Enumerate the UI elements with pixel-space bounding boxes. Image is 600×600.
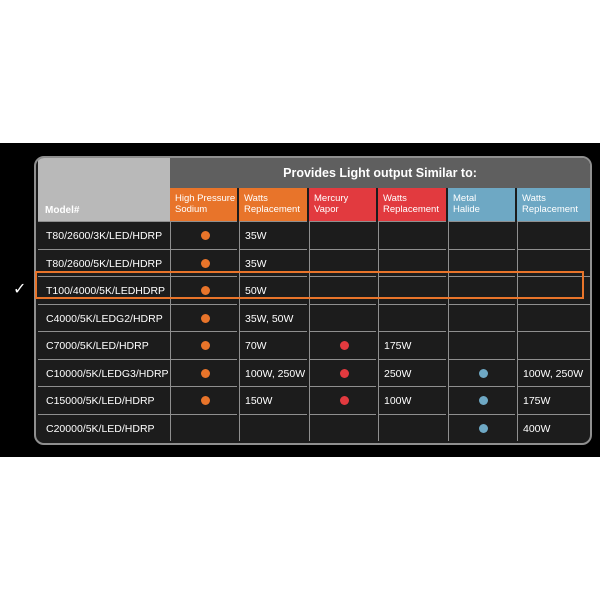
table-cell xyxy=(170,386,237,414)
column-header-line2: Halide xyxy=(453,204,480,215)
column-header-line1: Watts xyxy=(522,193,546,204)
table-cell xyxy=(309,414,376,442)
model-cell: C7000/5K/LED/HDRP xyxy=(38,331,170,359)
indicator-dot-icon xyxy=(479,424,488,433)
table-cell xyxy=(170,359,237,387)
watts-value: 70W xyxy=(245,340,267,352)
table-cell xyxy=(309,221,376,249)
watts-value: 35W xyxy=(245,230,267,242)
table-cell xyxy=(239,386,307,414)
model-cell: C10000/5K/LEDG3/HDRP xyxy=(38,359,170,387)
table-cell xyxy=(378,414,446,442)
indicator-dot-icon xyxy=(340,341,349,350)
column-header-1 xyxy=(239,188,307,221)
column-header-label xyxy=(383,193,439,215)
table-cell xyxy=(309,386,376,414)
column-header-line1: Watts xyxy=(244,193,268,204)
table-cell xyxy=(170,304,237,332)
checkmark-icon: ✓ xyxy=(13,281,27,298)
column-header-line1: Mercury xyxy=(314,193,349,204)
column-header-3 xyxy=(378,188,446,221)
model-cell: T80/2600/3K/LED/HDRP xyxy=(38,221,170,249)
table-cell xyxy=(448,331,515,359)
table-cell xyxy=(517,331,590,359)
column-header-line2: Vapor xyxy=(314,204,339,215)
table-cell xyxy=(517,386,590,414)
column-header-line1: Metal xyxy=(453,193,477,204)
watts-value: 100W xyxy=(384,395,412,407)
indicator-dot-icon xyxy=(201,396,210,405)
column-header-0 xyxy=(170,188,237,221)
table-title-header xyxy=(170,158,590,188)
table-cell xyxy=(378,386,446,414)
table-cell xyxy=(448,386,515,414)
column-header-label xyxy=(453,193,480,215)
watts-value: 100W, 250W xyxy=(245,367,306,380)
table-cell xyxy=(170,414,237,442)
table-cell xyxy=(378,304,446,332)
watts-value: 175W xyxy=(523,395,551,407)
model-cell: T80/2600/5K/LED/HDRP xyxy=(38,249,170,277)
table-cell xyxy=(239,359,307,387)
table-cell xyxy=(517,359,590,387)
column-header-5 xyxy=(517,188,590,221)
model-header-label: Model# xyxy=(45,205,80,216)
column-header-line2: Replacement xyxy=(383,204,439,215)
indicator-dot-icon xyxy=(201,369,210,378)
column-header-label xyxy=(175,193,235,215)
column-header-2 xyxy=(309,188,376,221)
indicator-dot-icon xyxy=(201,231,210,240)
selected-row-highlight xyxy=(35,271,584,299)
indicator-dot-icon xyxy=(479,369,488,378)
column-header-line2: Sodium xyxy=(175,204,208,215)
table-cell xyxy=(239,414,307,442)
model-cell: C20000/5K/LED/HDRP xyxy=(38,414,170,442)
table-cell xyxy=(239,221,307,249)
indicator-dot-icon xyxy=(201,259,210,268)
model-cell: C15000/5K/LED/HDRP xyxy=(38,386,170,414)
table-cell xyxy=(448,359,515,387)
column-header-4 xyxy=(448,188,515,221)
table-cell xyxy=(448,304,515,332)
indicator-dot-icon xyxy=(201,341,210,350)
model-cell: C4000/5K/LEDG2/HDRP xyxy=(38,304,170,332)
watts-value: 100W, 250W xyxy=(523,367,584,380)
indicator-dot-icon xyxy=(340,396,349,405)
watts-value: 400W xyxy=(523,422,551,435)
table-cell xyxy=(239,304,307,332)
light-output-table xyxy=(34,156,592,445)
watts-value: 35W, 50W xyxy=(245,312,294,325)
table-cell xyxy=(309,304,376,332)
watts-value: 175W xyxy=(384,340,412,352)
model-cell: T100/4000/5K/LEDHDRP xyxy=(38,276,170,304)
table-cell xyxy=(378,221,446,249)
table-cell xyxy=(448,414,515,442)
column-header-label xyxy=(522,193,578,215)
watts-value: 150W xyxy=(245,395,273,407)
watts-value: 35W xyxy=(245,257,267,270)
table-title: Provides Light output Similar to: xyxy=(283,166,477,180)
table-cell xyxy=(170,221,237,249)
watts-value: 250W xyxy=(384,367,412,380)
column-header-line1: Watts xyxy=(383,193,407,204)
table-cell xyxy=(448,221,515,249)
indicator-dot-icon xyxy=(340,369,349,378)
column-header-label xyxy=(244,193,300,215)
table-cell xyxy=(378,331,446,359)
column-header-label xyxy=(314,193,348,215)
indicator-dot-icon xyxy=(201,314,210,323)
watts-value: 50W xyxy=(245,285,267,297)
table-cell xyxy=(309,359,376,387)
table-cell xyxy=(517,221,590,249)
column-header-line1: High Pressure xyxy=(175,193,236,204)
column-header-line2: Replacement xyxy=(244,204,300,215)
table-cell xyxy=(239,331,307,359)
table-cell xyxy=(378,359,446,387)
table-cell xyxy=(517,304,590,332)
table-cell xyxy=(309,331,376,359)
table-cell xyxy=(517,414,590,442)
table-cell xyxy=(170,331,237,359)
column-header-line2: Replacement xyxy=(522,204,578,215)
indicator-dot-icon xyxy=(479,396,488,405)
model-column-header xyxy=(38,158,170,221)
